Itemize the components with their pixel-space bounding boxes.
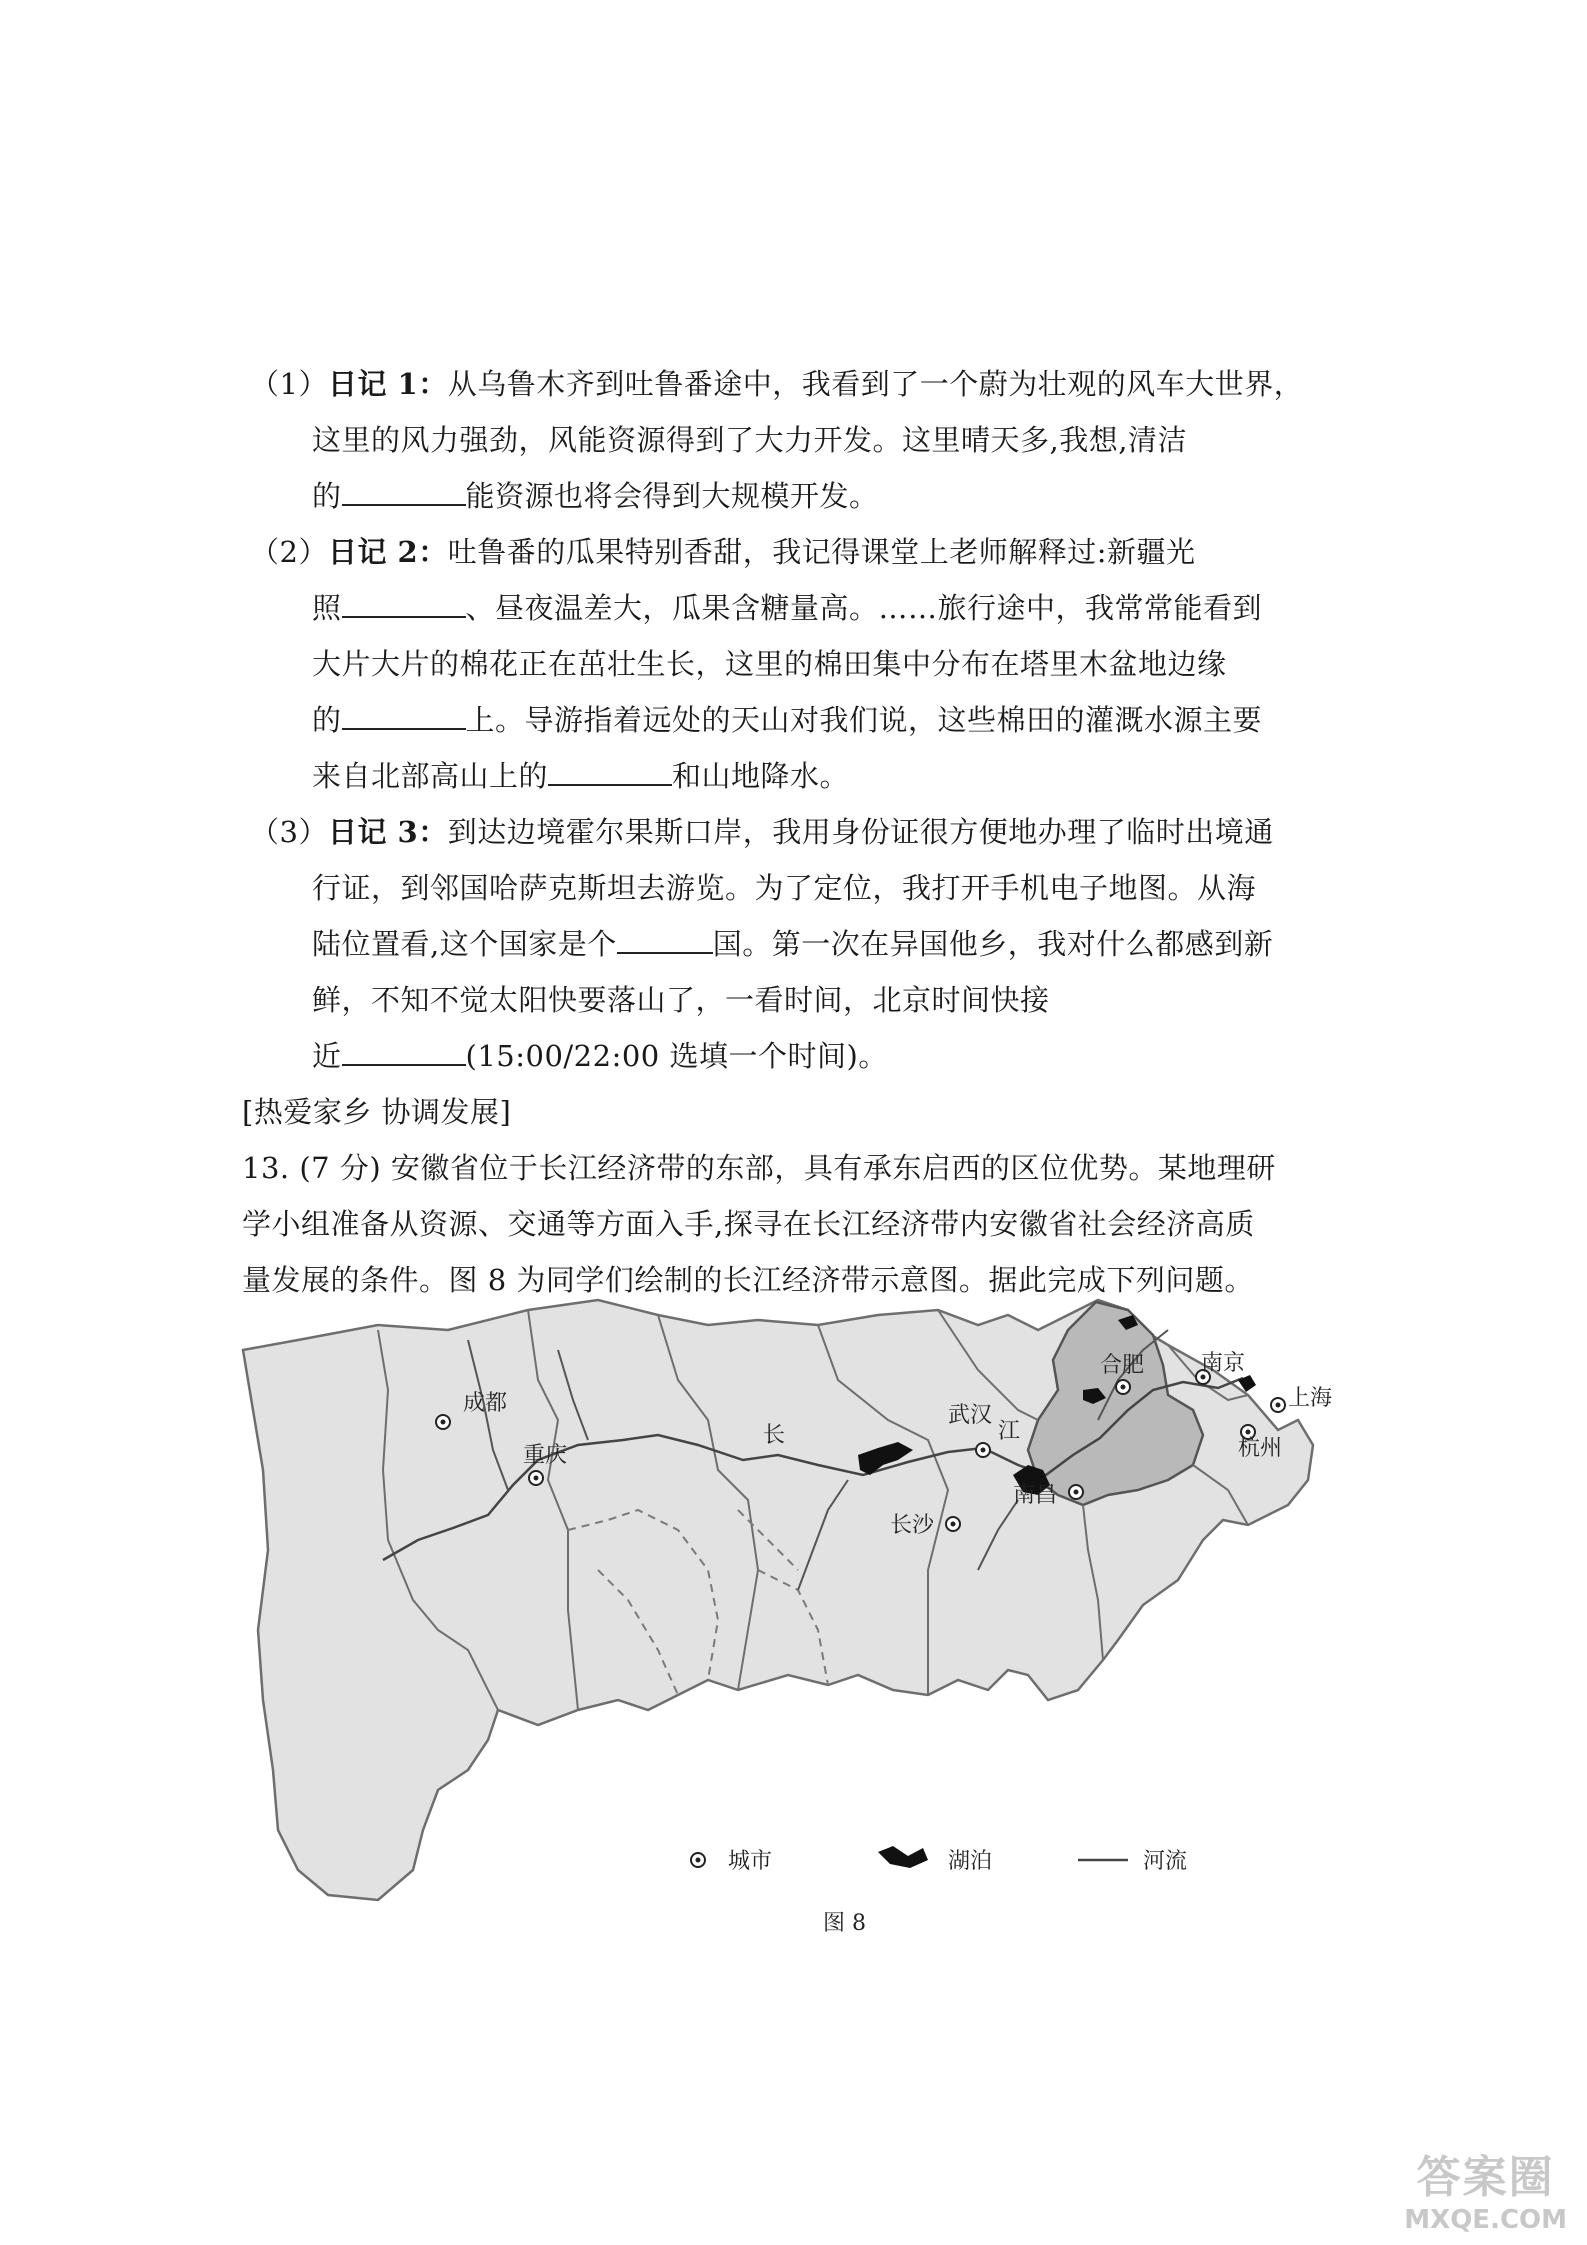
q3-text3a: 陆位置看,这个国家是个 bbox=[312, 927, 617, 961]
q3-number: （3） bbox=[250, 815, 328, 849]
q3-answer-blank-2[interactable] bbox=[342, 1038, 466, 1066]
city-label-chengdu: 成都 bbox=[463, 1391, 508, 1416]
q3-line2: 行证，到邻国哈萨克斯坦去游览。为了定位，我打开手机电子地图。从海 bbox=[312, 871, 1257, 905]
river-label-jiang: 江 bbox=[998, 1419, 1021, 1444]
figure-caption: 图 8 bbox=[823, 1911, 866, 1936]
river-label-chang: 长 bbox=[763, 1423, 786, 1448]
q3-text5b: (15:00/22:00 选填一个时间)。 bbox=[465, 1039, 888, 1073]
q2-text4a: 的 bbox=[312, 703, 342, 737]
legend-city-label: 城市 bbox=[728, 1849, 773, 1874]
legend-lake-symbol bbox=[878, 1846, 928, 1868]
q3-text1: 到达边境霍尔果斯口岸，我用身份证很方便地办理了临时出境通 bbox=[447, 815, 1274, 849]
q3-line4: 鲜，不知不觉太阳快要落山了，一看时间，北京时间快接 bbox=[312, 983, 1050, 1017]
q13-line2: 学小组准备从资源、交通等方面入手,探寻在长江经济带内安徽省社会经济高质 bbox=[242, 1207, 1255, 1241]
q3-diary-head: 日记 3： bbox=[327, 815, 448, 849]
q2-answer-blank-3[interactable] bbox=[548, 758, 672, 786]
city-label-hangzhou: 杭州 bbox=[1238, 1436, 1283, 1461]
q2-number: （2） bbox=[250, 535, 328, 569]
q2-line1 bbox=[250, 534, 1196, 570]
city-label-nanjing: 南京 bbox=[1201, 1351, 1246, 1376]
q1-number: （1） bbox=[250, 367, 328, 401]
q1-line2: 这里的风力强劲，风能资源得到了大力开发。这里晴天多,我想,清洁 bbox=[312, 423, 1187, 457]
q2-text2a: 照 bbox=[312, 591, 342, 625]
q3-answer-blank-1[interactable] bbox=[617, 926, 713, 954]
q2-line3: 大片大片的棉花正在茁壮生长，这里的棉田集中分布在塔里木盆地边缘 bbox=[312, 647, 1227, 681]
q1-line1 bbox=[250, 366, 1303, 402]
map-svg bbox=[238, 1270, 1398, 1960]
city-label-nanchang: 南昌 bbox=[1013, 1483, 1058, 1508]
watermark-logo bbox=[1404, 2141, 1567, 2235]
q1-line3 bbox=[312, 478, 879, 514]
q13-line3: 量发展的条件。图 8 为同学们绘制的长江经济带示意图。据此完成下列问题。 bbox=[242, 1263, 1254, 1297]
city-shanghai bbox=[1271, 1386, 1332, 1412]
q1-diary-head: 日记 1： bbox=[327, 367, 448, 401]
yangtze-economic-belt-map bbox=[238, 1270, 1398, 1960]
q2-text1: 吐鲁番的瓜果特别香甜，我记得课堂上老师解释过:新疆光 bbox=[447, 535, 1196, 569]
city-label-shanghai: 上海 bbox=[1288, 1386, 1333, 1411]
map-legend bbox=[691, 1846, 1187, 1874]
city-label-changsha: 长沙 bbox=[890, 1513, 935, 1538]
section-title: [热爱家乡 协调发展] bbox=[242, 1095, 512, 1129]
q2-line5 bbox=[312, 758, 849, 794]
q2-text5a: 来自北部高山上的 bbox=[312, 759, 549, 793]
q3-line5 bbox=[312, 1038, 888, 1074]
q2-text2b: 、昼夜温差大，瓜果含糖量高。……旅行途中，我常常能看到 bbox=[465, 591, 1263, 625]
q1-answer-blank[interactable] bbox=[342, 478, 466, 506]
city-label-chongqing: 重庆 bbox=[523, 1443, 568, 1468]
watermark-top: 答案圈 bbox=[1416, 2152, 1555, 2203]
q2-answer-blank-2[interactable] bbox=[342, 702, 466, 730]
q2-line4 bbox=[312, 702, 1262, 738]
q3-text5a: 近 bbox=[312, 1039, 342, 1073]
q3-text3b: 国。第一次在异国他乡，我对什么都感到新 bbox=[712, 927, 1274, 961]
q2-answer-blank-1[interactable] bbox=[342, 590, 466, 618]
legend-lake-label: 湖泊 bbox=[948, 1849, 993, 1874]
city-label-wuhan: 武汉 bbox=[948, 1403, 993, 1428]
q1-text3a: 的 bbox=[312, 479, 342, 513]
q2-text5b: 和山地降水。 bbox=[672, 759, 850, 793]
legend-river-label: 河流 bbox=[1143, 1849, 1188, 1874]
q13-line1: 13. (7 分) 安徽省位于长江经济带的东部，具有承东启西的区位优势。某地理研 bbox=[242, 1151, 1276, 1185]
q3-line1 bbox=[250, 814, 1274, 850]
q2-diary-head: 日记 2： bbox=[327, 535, 448, 569]
q1-text3b: 能资源也将会得到大规模开发。 bbox=[465, 479, 879, 513]
q3-line3 bbox=[312, 926, 1273, 962]
city-label-hefei: 合肥 bbox=[1100, 1353, 1145, 1378]
watermark-bottom: MXQE.COM bbox=[1404, 2205, 1567, 2235]
q2-text4b: 上。导游指着远处的天山对我们说，这些棉田的灌溉水源主要 bbox=[465, 703, 1263, 737]
q2-line2 bbox=[312, 590, 1262, 626]
q1-text1: 从乌鲁木齐到吐鲁番途中，我看到了一个蔚为壮观的风车大世界， bbox=[447, 367, 1304, 401]
